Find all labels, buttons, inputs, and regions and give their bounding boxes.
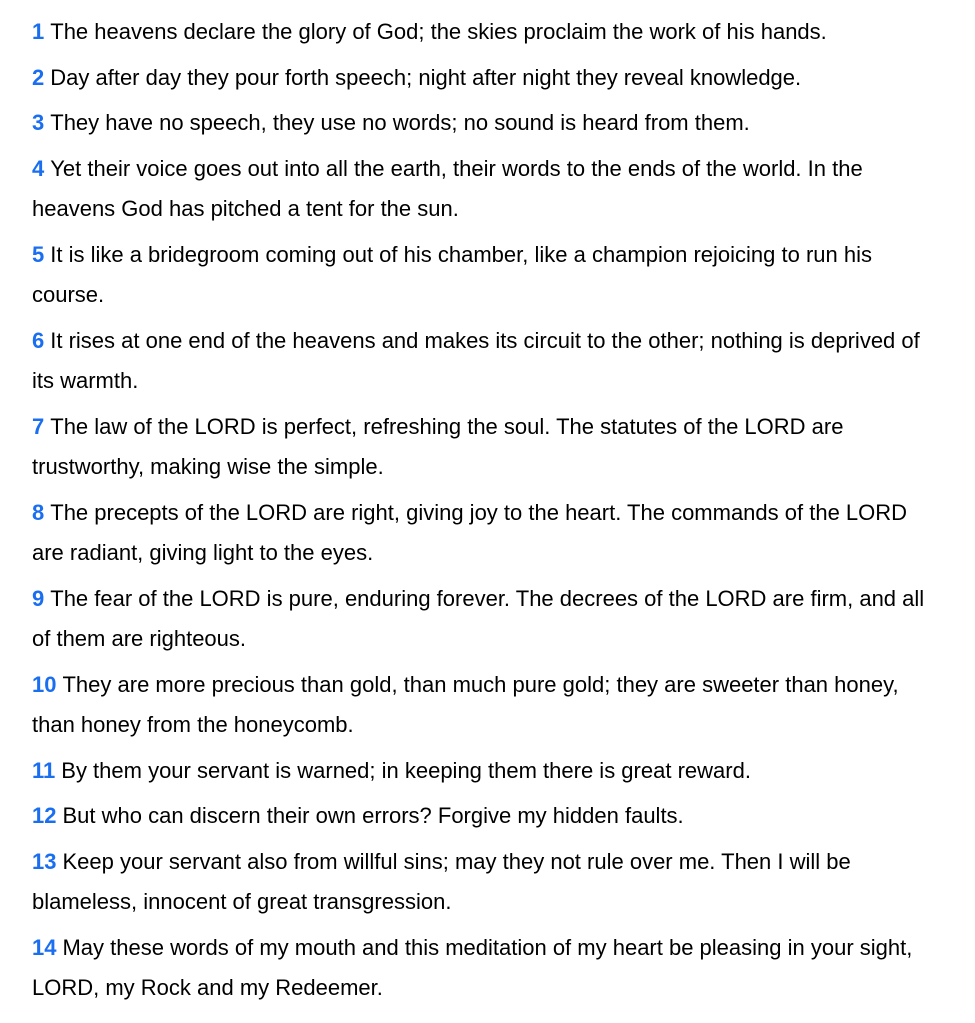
verse-text: But who can discern their own errors? Forgive my hidden faults. — [62, 803, 684, 828]
verse-8 — [32, 493, 937, 574]
verse-4 — [32, 149, 937, 230]
verse-1 — [32, 12, 937, 53]
verse-3 — [32, 103, 937, 144]
verse-13 — [32, 842, 937, 923]
verse-number[interactable]: 5 — [32, 241, 45, 267]
verse-list — [32, 12, 937, 1014]
verse-number[interactable]: 11 — [32, 757, 56, 783]
verse-text: They are more precious than gold, than much pure gold; they are sweeter than honey, than honey from the honeycomb. — [32, 671, 899, 737]
verse-number[interactable]: 2 — [32, 64, 45, 90]
verse-14 — [32, 928, 937, 1009]
verse-number[interactable]: 14 — [32, 934, 57, 960]
verse-number[interactable]: 8 — [32, 499, 45, 525]
verse-5 — [32, 235, 937, 316]
verse-text: It is like a bridegroom coming out of his chamber, like a champion rejoicing to run his course. — [32, 241, 872, 307]
verse-12 — [32, 796, 937, 837]
verse-number[interactable]: 10 — [32, 671, 57, 697]
verse-text: The fear of the LORD is pure, enduring forever. The decrees of the LORD are firm, and all of them are righteous. — [32, 585, 925, 651]
verse-10 — [32, 665, 937, 746]
verse-number[interactable]: 3 — [32, 110, 45, 135]
verse-number[interactable]: 1 — [32, 19, 45, 44]
verse-number[interactable]: 7 — [32, 413, 45, 439]
verse-text: The law of the LORD is perfect, refreshing the soul. The statutes of the LORD are trustworthy, making wise the simple. — [32, 413, 844, 479]
verse-text: It rises at one end of the heavens and makes its circuit to the other; nothing is deprived of its warmth. — [32, 327, 920, 393]
verse-11 — [32, 751, 937, 792]
verse-number[interactable]: 6 — [32, 327, 45, 353]
verse-9 — [32, 579, 937, 660]
verse-text: By them your servant is warned; in keeping them there is great reward. — [61, 757, 751, 783]
verse-text: The precepts of the LORD are right, giving joy to the heart. The commands of the LORD are radiant, giving light to the eyes. — [32, 499, 908, 565]
verse-6 — [32, 321, 937, 402]
verse-number[interactable]: 13 — [32, 848, 57, 874]
verse-number[interactable]: 9 — [32, 585, 45, 611]
verse-text: Yet their voice goes out into all the earth, their words to the ends of the world. In the heavens God has pitched a tent for the sun. — [32, 155, 863, 221]
verse-text: Keep your servant also from willful sins; may they not rule over me. Then I will be blameless, innocent of great transgression. — [32, 848, 851, 914]
verse-2 — [32, 58, 937, 99]
verse-7 — [32, 407, 937, 488]
verse-text: Day after day they pour forth speech; night after night they reveal knowledge. — [50, 64, 802, 90]
verse-text: The heavens declare the glory of God; the skies proclaim the work of his hands. — [50, 19, 827, 44]
verse-text: May these words of my mouth and this meditation of my heart be pleasing in your sight, LORD, my Rock and my Redeemer. — [32, 934, 913, 1000]
verse-number[interactable]: 4 — [32, 155, 45, 181]
verse-number[interactable]: 12 — [32, 803, 57, 828]
verse-text: They have no speech, they use no words; no sound is heard from them. — [50, 110, 750, 135]
